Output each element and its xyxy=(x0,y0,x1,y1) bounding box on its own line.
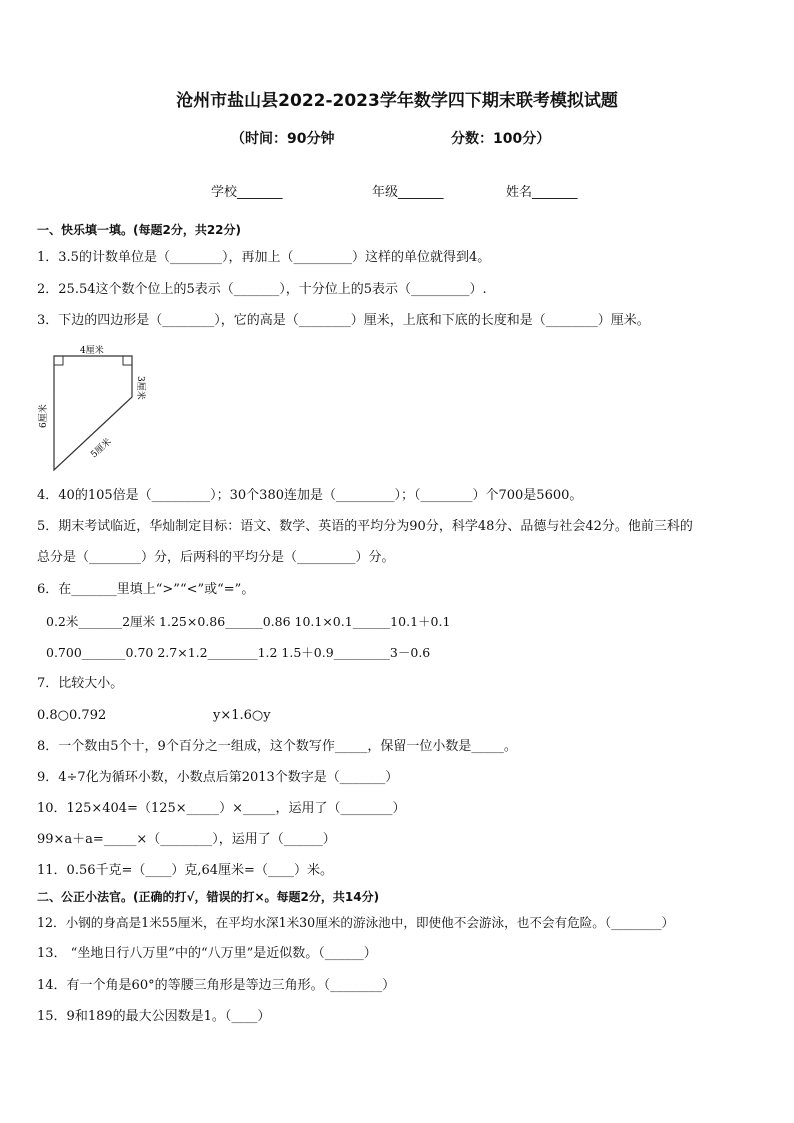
question-6: 6．在_______里填上“>”“<”或“=”。 xyxy=(37,582,255,597)
page-title: 沧州市盐山县2022-2023学年数学四下期末联考模拟试题 xyxy=(176,91,618,111)
section-2-heading: 二、公正小法官。(正确的打√，错误的打×。每题2分，共14分) xyxy=(37,890,380,904)
question-15: 15．9和189的最大公因数是1。（____） xyxy=(37,1009,271,1024)
question-9: 9．4÷7化为循环小数，小数点后第2013个数字是（_______） xyxy=(37,770,399,785)
question-7-part-b: y×1.6○y xyxy=(213,708,271,723)
grade-field: 年级_______ xyxy=(372,185,444,200)
section-1-heading: 一、快乐填一填。(每题2分，共22分) xyxy=(37,223,242,237)
question-14: 14．有一个角是60°的等腰三角形是等边三角形。（________） xyxy=(37,978,396,993)
quadrilateral-figure xyxy=(32,342,162,482)
question-5-line-1: 5．期末考试临近，华灿制定目标：语文、数学、英语的平均分为90分，科学48分、品德与社会42分。他前三科的 xyxy=(37,519,693,534)
question-2: 2．25.54这个数个位上的5表示（_______），十分位上的5表示（_________）. xyxy=(37,282,487,297)
slant-side-label: 5厘米 xyxy=(89,436,114,461)
exam-score: 分数：100分） xyxy=(451,131,551,147)
question-6-row-1: 0.2米_______2厘米 1.25×0.86______0.86 10.1×0.1______10.1＋0.1 xyxy=(46,614,451,629)
question-1: 1．3.5的计数单位是（________），再加上（_________）这样的单位就得到4。 xyxy=(37,250,491,265)
question-7-part-a: 0.8○0.792 xyxy=(37,708,107,723)
question-7: 7．比较大小。 xyxy=(37,676,124,691)
left-side-label: 6厘米 xyxy=(39,404,49,428)
question-11: 11．0.56千克=（____）克,64厘米=（____）米。 xyxy=(37,863,333,878)
question-4: 4．40的105倍是（_________）；30个380连加是（_________）；（________）个700是5600。 xyxy=(37,488,583,503)
question-10: 10．125×404=（125×_____）×_____，运用了（________） xyxy=(37,801,406,816)
question-8: 8．一个数由5个十，9个百分之一组成，这个数写作_____，保留一位小数是_____。 xyxy=(37,739,517,754)
question-13: 13． “坐地日行八万里”中的“八万里”是近似数。（______） xyxy=(37,946,377,961)
question-10-part-b: 99×a＋a=_____×（________），运用了（______） xyxy=(37,832,336,847)
question-6-row-2: 0.700_______0.70 2.7×1.2________1.2 1.5＋0.9_________3－0.6 xyxy=(46,645,431,660)
question-3: 3．下边的四边形是（________），它的高是（________）厘米，上底和下底的长度和是（________）厘米。 xyxy=(37,313,650,328)
question-5-line-2: 总分是（________）分，后两科的平均分是（_________）分。 xyxy=(37,550,395,565)
right-height-label: 3厘米 xyxy=(135,376,145,400)
school-field: 学校_______ xyxy=(211,185,283,200)
top-base-label: 4厘米 xyxy=(80,346,104,356)
name-field: 姓名_______ xyxy=(506,185,578,200)
exam-time: （时间：90分钟 xyxy=(231,131,335,147)
question-12: 12．小钢的身高是1米55厘米，在平均水深1米30厘米的游泳池中，即使他不会游泳，也不会有危险。（________） xyxy=(37,915,675,930)
